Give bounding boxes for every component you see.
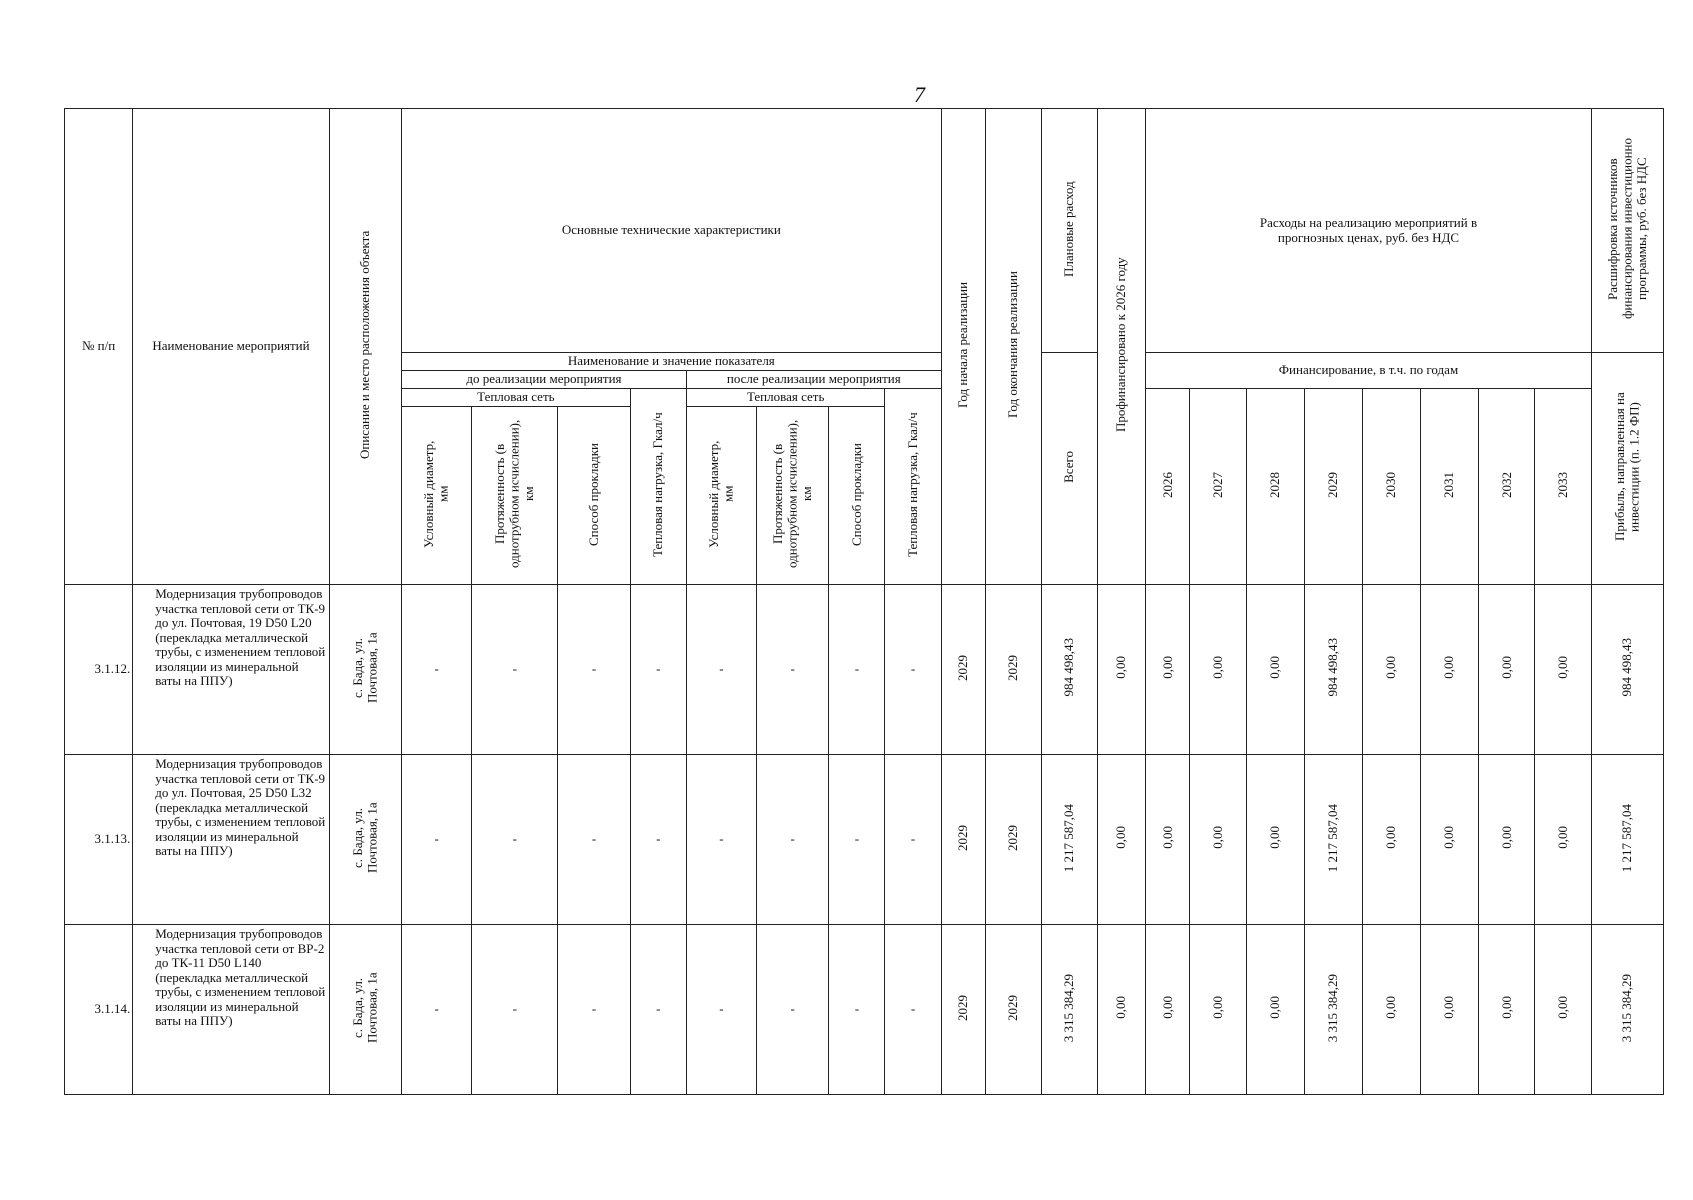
dash-cell: - xyxy=(472,755,558,925)
header-year-2030: 2030 xyxy=(1362,389,1420,585)
dash-cell: - xyxy=(686,585,756,755)
header-financing: Финансирование, в т.ч. по годам xyxy=(1146,353,1591,389)
row-year-start: 2029 xyxy=(941,925,985,1095)
row-y2031: 0,00 xyxy=(1421,585,1479,755)
row-num: 3.1.12. xyxy=(65,585,133,755)
dash-cell: - xyxy=(630,925,686,1095)
header-year-2028: 2028 xyxy=(1246,389,1304,585)
dash-cell: - xyxy=(757,925,829,1095)
header-before: до реализации мероприятия xyxy=(402,371,687,389)
row-y2032: 0,00 xyxy=(1479,585,1535,755)
header-after: после реализации мероприятия xyxy=(686,371,941,389)
row-y2029: 984 498,43 xyxy=(1304,585,1362,755)
table-row xyxy=(65,925,1664,1095)
row-total: 3 315 384,29 xyxy=(1042,925,1098,1095)
row-prefinanced: 0,00 xyxy=(1098,925,1146,1095)
row-y2029: 3 315 384,29 xyxy=(1304,925,1362,1095)
row-y2032: 0,00 xyxy=(1479,925,1535,1095)
header-year-2029: 2029 xyxy=(1304,389,1362,585)
row-y2031: 0,00 xyxy=(1421,755,1479,925)
row-y2028: 0,00 xyxy=(1246,585,1304,755)
row-num: 3.1.14. xyxy=(65,925,133,1095)
row-y2027: 0,00 xyxy=(1190,755,1246,925)
investment-table xyxy=(64,108,1664,1095)
row-y2026: 0,00 xyxy=(1146,925,1190,1095)
dash-cell: - xyxy=(885,755,941,925)
row-y2028: 0,00 xyxy=(1246,925,1304,1095)
row-prefinanced: 0,00 xyxy=(1098,585,1146,755)
dash-cell: - xyxy=(558,755,630,925)
row-y2030: 0,00 xyxy=(1362,755,1420,925)
dash-cell: - xyxy=(885,585,941,755)
header-year-start: Год начала реализации xyxy=(941,109,985,585)
dash-cell: - xyxy=(402,585,472,755)
dash-cell: - xyxy=(686,925,756,1095)
table-row xyxy=(65,755,1664,925)
row-total: 1 217 587,04 xyxy=(1042,755,1098,925)
row-profit: 3 315 384,29 xyxy=(1591,925,1663,1095)
header-year-2031: 2031 xyxy=(1421,389,1479,585)
header-load-before: Тепловая нагрузка, Гкал/ч xyxy=(630,389,686,585)
header-name: Наименование мероприятий xyxy=(133,109,330,585)
row-y2028: 0,00 xyxy=(1246,755,1304,925)
row-y2026: 0,00 xyxy=(1146,585,1190,755)
header-sources: Расшифровка источников финансирования инвестиционно программы, руб. без НДС xyxy=(1591,109,1663,353)
row-prefinanced: 0,00 xyxy=(1098,755,1146,925)
dash-cell: - xyxy=(829,925,885,1095)
header-costs: Расходы на реализацию мероприятий в прогнозных ценах, руб. без НДС xyxy=(1146,109,1591,353)
row-name: Модернизация трубопроводов участка тепловой сети от ТК-9 до ул. Почтовая, 19 D50 L20 (перекладка металлической трубы, с изменением тепловой изоляции из минеральной ваты на ППУ) xyxy=(133,585,330,755)
row-y2027: 0,00 xyxy=(1190,925,1246,1095)
dash-cell: - xyxy=(885,925,941,1095)
dash-cell: - xyxy=(402,755,472,925)
row-y2027: 0,00 xyxy=(1190,585,1246,755)
row-y2030: 0,00 xyxy=(1362,925,1420,1095)
row-location: с. Бада, ул. Почтовая, 1а xyxy=(329,925,401,1095)
row-name: Модернизация трубопроводов участка тепловой сети от ТК-9 до ул. Почтовая, 25 D50 L32 (перекладка металлической трубы, с изменением тепловой изоляции из минеральной ваты на ППУ) xyxy=(133,755,330,925)
row-profit: 984 498,43 xyxy=(1591,585,1663,755)
header-num: № п/п xyxy=(65,109,133,585)
header-load-after: Тепловая нагрузка, Гкал/ч xyxy=(885,389,941,585)
header-profit: Прибыль, направленная на инвестиции (п. 1.2 ФП) xyxy=(1591,353,1663,585)
header-indicator: Наименование и значение показателя xyxy=(402,353,942,371)
dash-cell: - xyxy=(472,585,558,755)
header-prefinanced: Профинансировано к 2026 году xyxy=(1098,109,1146,585)
header-total: Всего xyxy=(1042,353,1098,585)
row-profit: 1 217 587,04 xyxy=(1591,755,1663,925)
row-location: с. Бада, ул. Почтовая, 1а xyxy=(329,755,401,925)
row-y2033: 0,00 xyxy=(1535,755,1591,925)
dash-cell: - xyxy=(829,755,885,925)
dash-cell: - xyxy=(402,925,472,1095)
header-length-before: Протяженность (в однотрубном исчислении), км xyxy=(472,407,558,585)
page-number: 7 xyxy=(914,82,925,107)
header-year-2032: 2032 xyxy=(1479,389,1535,585)
row-year-end: 2029 xyxy=(985,755,1041,925)
row-y2031: 0,00 xyxy=(1421,925,1479,1095)
dash-cell: - xyxy=(757,755,829,925)
header-heat-network-after: Тепловая сеть xyxy=(686,389,885,407)
row-year-start: 2029 xyxy=(941,585,985,755)
header-tech-characteristics: Основные технические характеристики xyxy=(402,109,942,353)
dash-cell: - xyxy=(686,755,756,925)
header-diameter-after: Условный диаметр, мм xyxy=(686,407,756,585)
header-location: Описание и место расположения объекта xyxy=(329,109,401,585)
row-y2032: 0,00 xyxy=(1479,755,1535,925)
header-length-after: Протяженность (в однотрубном исчислении), км xyxy=(757,407,829,585)
dash-cell: - xyxy=(558,925,630,1095)
header-diameter-before: Условный диаметр, мм xyxy=(402,407,472,585)
row-year-end: 2029 xyxy=(985,585,1041,755)
dash-cell: - xyxy=(630,755,686,925)
row-location: с. Бада, ул. Почтовая, 1а xyxy=(329,585,401,755)
dash-cell: - xyxy=(829,585,885,755)
row-y2026: 0,00 xyxy=(1146,755,1190,925)
row-y2033: 0,00 xyxy=(1535,925,1591,1095)
header-year-2027: 2027 xyxy=(1190,389,1246,585)
table-row xyxy=(65,585,1664,755)
header-year-end: Год окончания реализации xyxy=(985,109,1041,585)
dash-cell: - xyxy=(630,585,686,755)
row-y2030: 0,00 xyxy=(1362,585,1420,755)
header-year-2033: 2033 xyxy=(1535,389,1591,585)
header-laying-before: Способ прокладки xyxy=(558,407,630,585)
dash-cell: - xyxy=(757,585,829,755)
row-num: 3.1.13. xyxy=(65,755,133,925)
dash-cell: - xyxy=(558,585,630,755)
row-year-start: 2029 xyxy=(941,755,985,925)
row-y2029: 1 217 587,04 xyxy=(1304,755,1362,925)
header-planned: Плановые расход xyxy=(1042,109,1098,353)
row-name: Модернизация трубопроводов участка тепловой сети от ВР-2 до ТК-11 D50 L140 (перекладка металлической трубы, с изменением тепловой изоляции из минеральной ваты на ППУ) xyxy=(133,925,330,1095)
header-heat-network-before: Тепловая сеть xyxy=(402,389,631,407)
row-total: 984 498,43 xyxy=(1042,585,1098,755)
header-year-2026: 2026 xyxy=(1146,389,1190,585)
dash-cell: - xyxy=(472,925,558,1095)
header-laying-after: Способ прокладки xyxy=(829,407,885,585)
row-y2033: 0,00 xyxy=(1535,585,1591,755)
row-year-end: 2029 xyxy=(985,925,1041,1095)
